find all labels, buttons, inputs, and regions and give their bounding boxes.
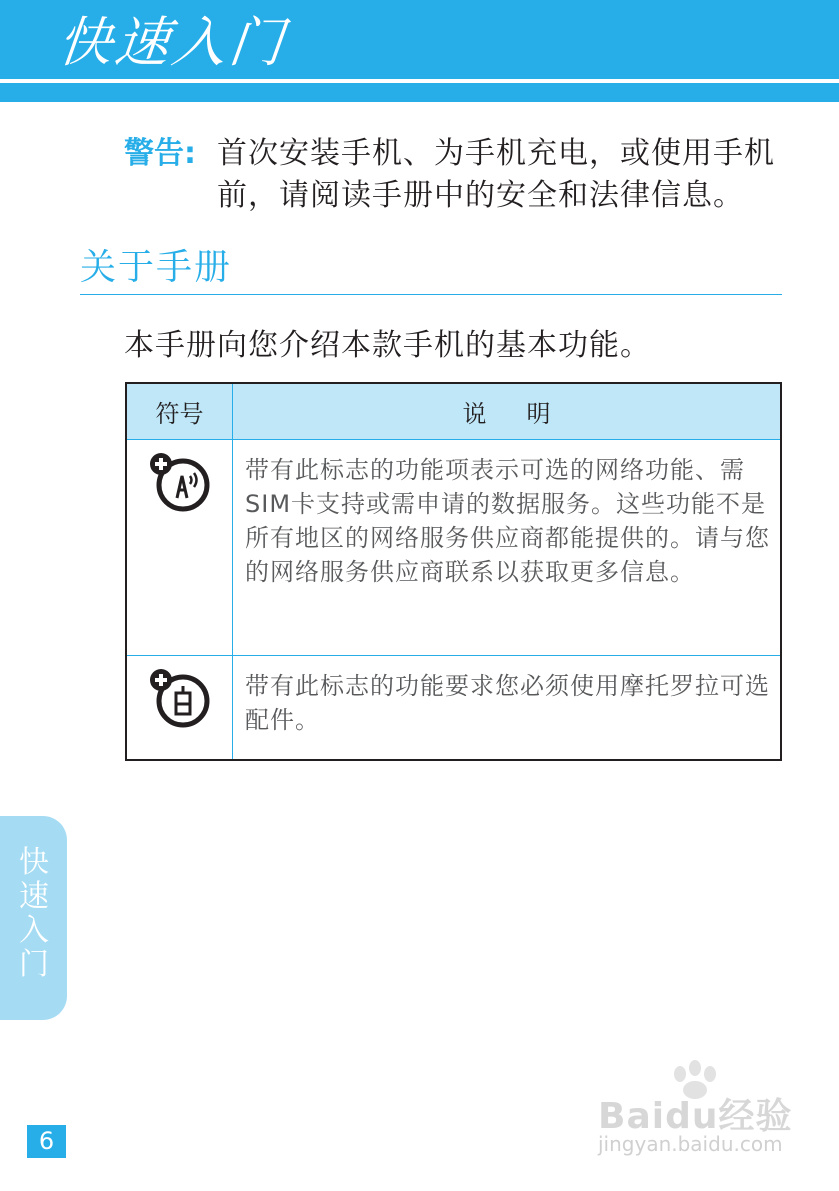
watermark-brand: Baidu经验: [598, 1096, 793, 1137]
header-underline-band: [0, 83, 839, 102]
symbol-table: [125, 382, 782, 761]
intro-text: 本手册向您介绍本款手机的基本功能。: [124, 328, 651, 363]
warning-label: 警告:: [124, 136, 196, 171]
warning-text: 首次安装手机、为手机充电，或使用手机前，请阅读手册中的安全和法律信息。: [217, 136, 775, 213]
description-cell: 带有此标志的功能项表示可选的网络功能、需SIM卡支持或需申请的数据服务。这些功能不是所有地区的网络服务供应商都能提供的。请与您的网络服务供应商联系以获取更多信息。: [233, 440, 782, 656]
header-description: 说明: [233, 383, 782, 440]
page-title: 快速入门: [54, 11, 290, 74]
table-row: [126, 440, 781, 656]
watermark-url: jingyan.baidu.com: [598, 1132, 783, 1156]
header-symbol: 符号: [126, 383, 233, 440]
symbol-cell: [126, 440, 233, 656]
description-cell: 带有此标志的功能要求您必须使用摩托罗拉可选配件。: [233, 656, 782, 760]
symbol-cell: [126, 656, 233, 760]
table-row: [126, 656, 781, 760]
chapter-side-tab: [0, 816, 67, 1020]
section-title: 关于手册: [80, 247, 233, 288]
side-tab-label: 快速入门: [19, 845, 49, 982]
page-number: 6: [27, 1125, 66, 1158]
accessory-feature-icon: [147, 666, 213, 732]
network-feature-icon: [147, 450, 213, 516]
section-rule: [80, 294, 782, 295]
watermark: [590, 1060, 800, 1170]
table-header-row: [126, 383, 781, 440]
